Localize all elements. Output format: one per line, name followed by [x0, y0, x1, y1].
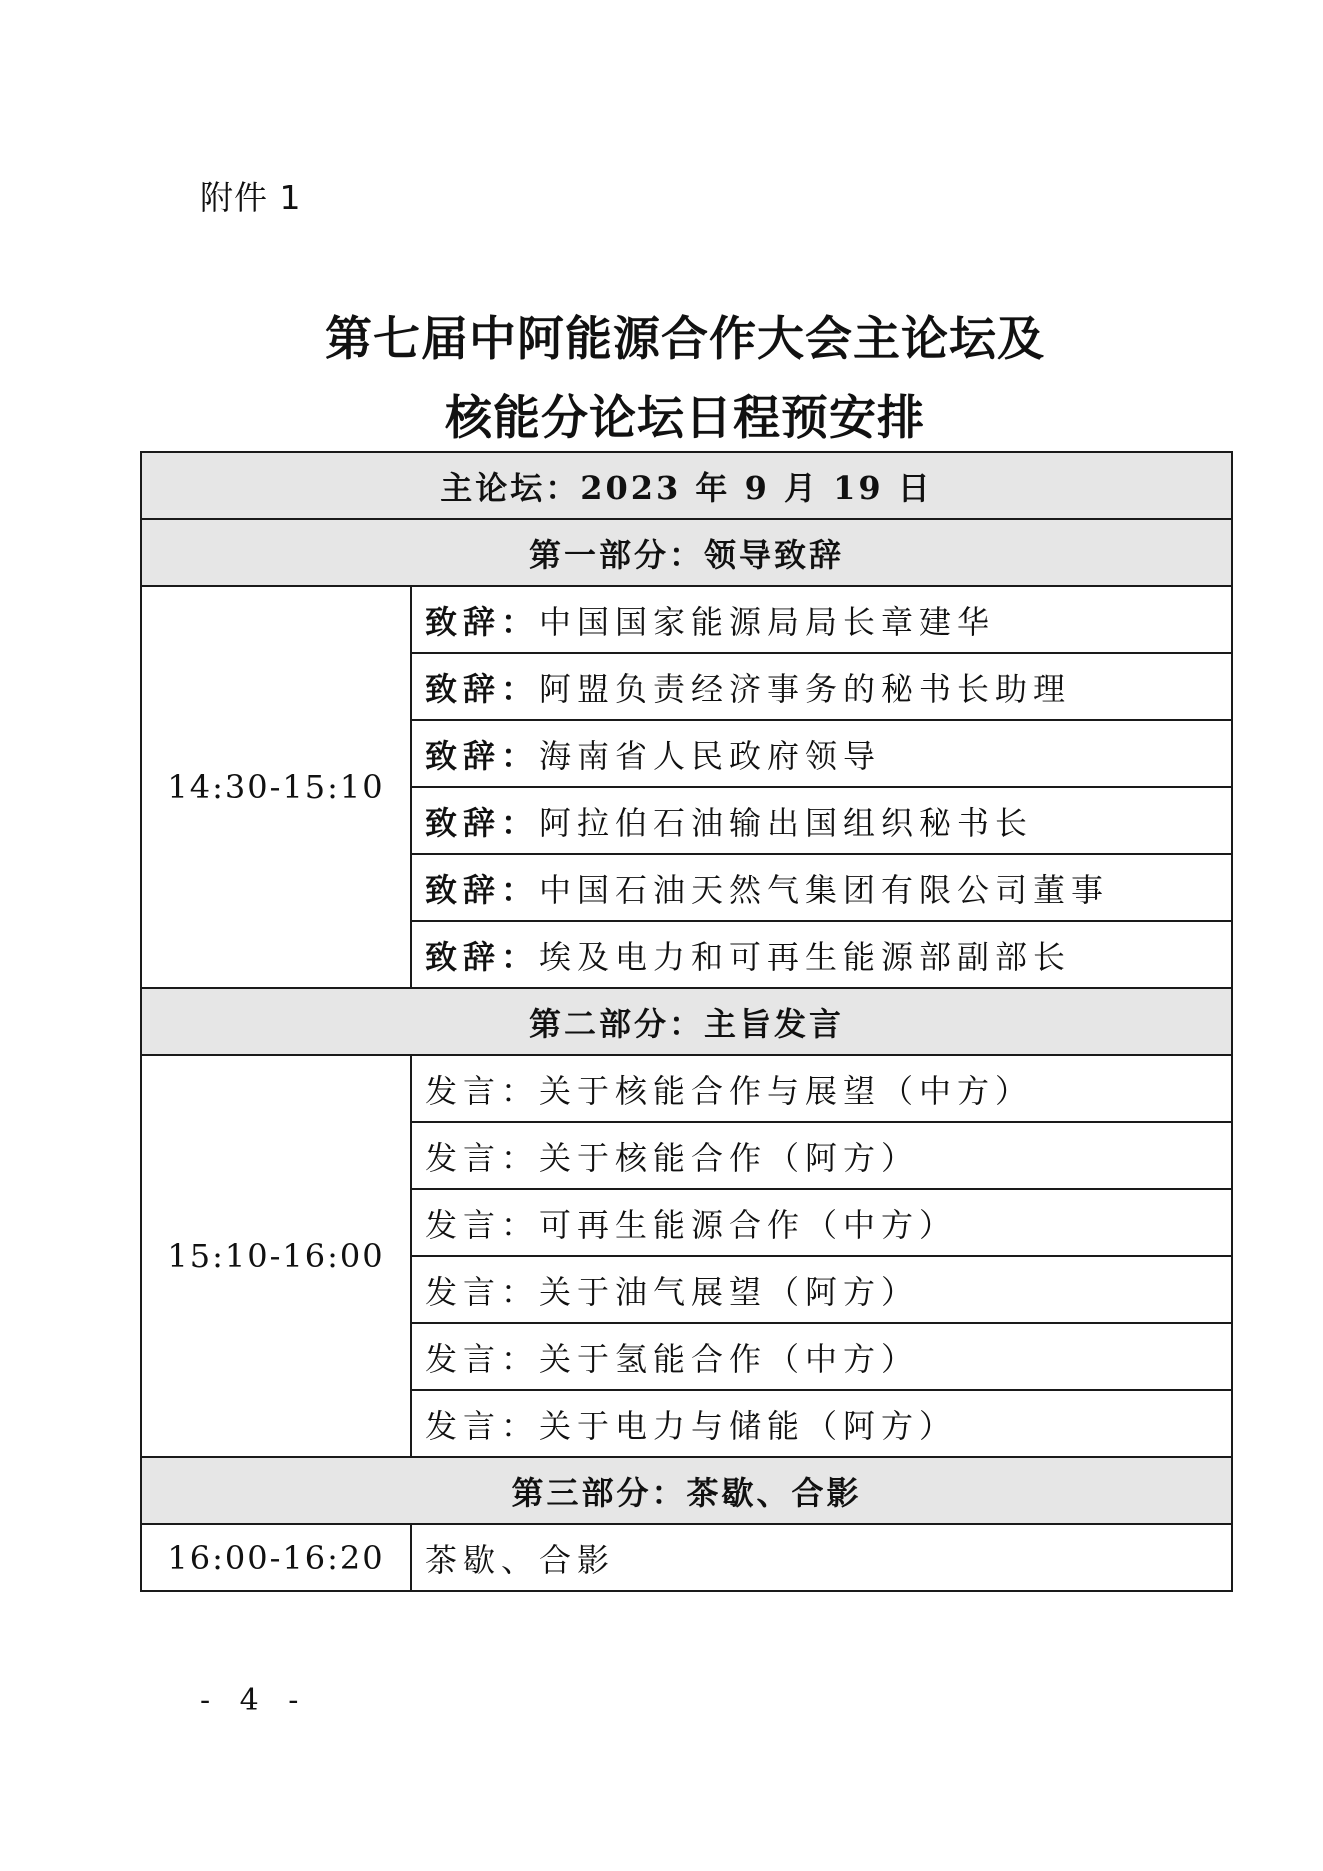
part-1-header-row: [141, 519, 1232, 586]
part-2-title: 第二部分：主旨发言: [141, 988, 1232, 1055]
document-title-line-1: 第七届中阿能源合作大会主论坛及: [325, 312, 1045, 367]
item-label: 致辞：: [425, 870, 540, 909]
agenda-item: [411, 1122, 1232, 1189]
item-label: 致辞：: [425, 602, 540, 641]
schedule-table: [140, 451, 1233, 1592]
main-forum-header: 主论坛：2023 年 9 月 19 日: [141, 452, 1232, 519]
agenda-item: [411, 1524, 1232, 1591]
item-label: 致辞：: [425, 937, 540, 976]
part-1-time: 14:30-15:10: [141, 586, 411, 988]
agenda-item: [411, 787, 1232, 854]
agenda-item: [411, 1390, 1232, 1457]
item-text: 海南省人民政府领导: [539, 736, 882, 775]
item-label: 发言：: [425, 1205, 540, 1244]
agenda-item: [411, 586, 1232, 653]
item-text: 埃及电力和可再生能源部副部长: [539, 937, 1072, 976]
document-title-line-2: 核能分论坛日程预安排: [445, 391, 925, 446]
agenda-item: [411, 854, 1232, 921]
agenda-item: [411, 921, 1232, 988]
agenda-item: [411, 1189, 1232, 1256]
item-label: 发言：: [425, 1138, 540, 1177]
item-text: 关于氢能合作（中方）: [539, 1339, 920, 1378]
item-label: 发言：: [425, 1406, 540, 1445]
item-label: 发言：: [425, 1339, 540, 1378]
agenda-item: [411, 720, 1232, 787]
item-text: 阿盟负责经济事务的秘书长助理: [539, 669, 1072, 708]
agenda-item: [411, 1256, 1232, 1323]
part-2-header-row: [141, 988, 1232, 1055]
table-row: [141, 1055, 1232, 1122]
item-label: 致辞：: [425, 736, 540, 775]
part-2-time: 15:10-16:00: [141, 1055, 411, 1457]
item-text: 中国国家能源局局长章建华: [539, 602, 996, 641]
item-label: 致辞：: [425, 669, 540, 708]
item-text: 茶歇、合影: [425, 1540, 616, 1579]
table-row: [141, 586, 1232, 653]
item-text: 关于油气展望（阿方）: [539, 1272, 920, 1311]
item-text: 关于核能合作（阿方）: [539, 1138, 920, 1177]
agenda-item: [411, 1055, 1232, 1122]
agenda-item: [411, 653, 1232, 720]
page-number: - 4 -: [200, 1683, 309, 1718]
part-3-title: 第三部分：茶歇、合影: [141, 1457, 1232, 1524]
table-row: [141, 1524, 1232, 1591]
attachment-label: 附件 1: [200, 178, 302, 217]
part-1-title: 第一部分：领导致辞: [141, 519, 1232, 586]
agenda-item: [411, 1323, 1232, 1390]
item-text: 阿拉伯石油输出国组织秘书长: [539, 803, 1034, 842]
item-label: 发言：: [425, 1272, 540, 1311]
item-label: 致辞：: [425, 803, 540, 842]
part-3-time: 16:00-16:20: [141, 1524, 411, 1591]
item-text: 可再生能源合作（中方）: [539, 1205, 958, 1244]
item-text: 关于核能合作与展望（中方）: [539, 1071, 1034, 1110]
item-text: 中国石油天然气集团有限公司董事: [539, 870, 1110, 909]
main-forum-row: [141, 452, 1232, 519]
item-text: 关于电力与储能（阿方）: [539, 1406, 958, 1445]
part-3-header-row: [141, 1457, 1232, 1524]
item-label: 发言：: [425, 1071, 540, 1110]
